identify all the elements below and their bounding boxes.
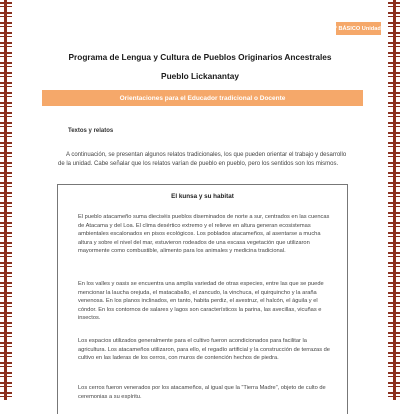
story-paragraph: El pueblo atacameño suma dieciséis pueblos diseminados de norte a sur, centrados en las cuencas de Atacama y del Loa. El clima desértico extremo y el relieve en altura generan ecosistemas ambientales escalonados en pisos ecológicos. Los poblados atacameños, al asentarse a mucha altura y sobre el nivel del mar, estuvieron rodeados de una escasa vegetación que utilizaron mayormente como combustible, alimento para los animales y medicina tradicional. <box>78 214 330 255</box>
story-paragraph: En los valles y oasis se encuentra una amplia variedad de otras especies, entre las que se puede mencionar la laucha orejuda, el matacaballo, el zancudo, la vinchuca, el quirquincho y la araña venenosa. En los planos inclinados, en tanto, habita perdiz, el avestruz, el halcón, el águila y el cóndor. En los contornos de salares y lagos son característicos la parina, las avecillas, vicuñas e insectos. <box>78 281 324 322</box>
section-heading: Textos y relatos <box>68 128 114 134</box>
section-banner: Orientaciones para el Educador tradicional o Docente <box>42 90 363 106</box>
page-title: Programa de Lengua y Cultura de Pueblos Originarios Ancestrales <box>68 52 332 62</box>
intro-paragraph: A continuación, se presentan algunos relatos tradicionales, los que pueden orientar el trabajo y desarrollo de la unidad. Cabe señalar que los relatos varían de pueblo en pueblo, pero los sentidos son los mismos. <box>58 152 347 167</box>
story-title: El kunsa y su habitat <box>171 193 234 200</box>
story-paragraph: Los espacios utilizados generalmente para el cultivo fueron acondicionados para facilitar la agricultura. Los atacameños utilizaron, para ello, el regadío artificial y la construcción de terrazas de cultivo en las laderas de los cerros, con muros de contención hechos de piedra. <box>78 338 330 362</box>
story-paragraph: Los cerros fueron venerados por los atacameños, al igual que la “Tierra Madre”, objeto de culto de ceremonias a su espíritu. <box>78 385 326 400</box>
grade-unit-badge: 2° BÁSICO Unidad 2 <box>336 22 381 35</box>
page-subtitle: Pueblo Lickanantay <box>161 71 239 81</box>
